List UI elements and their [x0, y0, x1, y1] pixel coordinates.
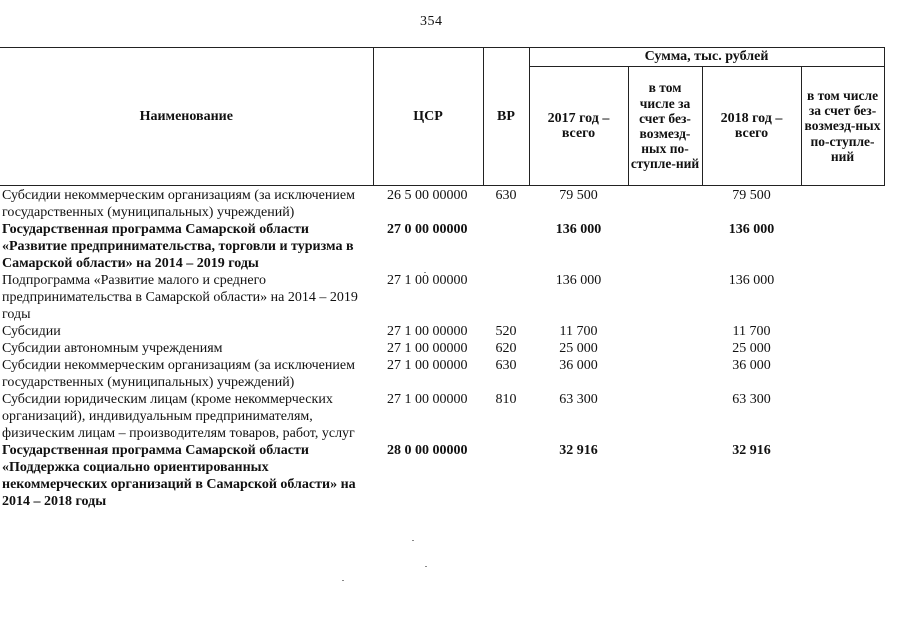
table-row [0, 186, 884, 222]
header-sum-group: Сумма, тыс. рублей [529, 48, 884, 67]
row-name: Государственная программа Самарской области «Развитие предпринимательства, торговли и туризма в Самарской области» на 2014 – 2019 годы [2, 222, 354, 271]
row-2018-total: 63 300 [732, 392, 771, 407]
header-2017-free: в том числе за счет без-возмезд-ных по-ступле-ний [628, 67, 702, 186]
header-2018-free: в том числе за счет без-возмезд-ных по-ступле-ний [801, 67, 884, 186]
row-2018-total: 32 916 [732, 443, 771, 458]
row-name: Государственная программа Самарской области «Поддержка социально ориентированных некоммерческих организаций в Самарской области» на 2014 – 2018 годы [2, 443, 356, 509]
row-vr: 630 [495, 188, 517, 203]
row-2017-free [628, 272, 702, 323]
row-2018-total: 136 000 [728, 273, 775, 288]
table-body [0, 186, 884, 511]
row-2018-free [801, 323, 884, 340]
row-name: Субсидии юридическим лицам (кроме некоммерческих организаций), индивидуальным предпринимателям, физическим лицам – производителям товаров, работ, услуг [2, 392, 355, 441]
row-name: Субсидии некоммерческим организациям (за исключением государственных (муниципальных) учреждений) [2, 188, 355, 220]
row-csr: 27 1 00 00000 [387, 324, 468, 339]
row-2017-free [628, 221, 702, 272]
scan-speck [342, 580, 344, 581]
row-vr: 620 [495, 341, 517, 356]
row-2018-free [801, 221, 884, 272]
row-name: Субсидии [2, 324, 61, 339]
table-row [0, 272, 884, 323]
row-vr [483, 221, 529, 272]
table-row [0, 221, 884, 272]
row-2017-total: 36 000 [559, 358, 598, 373]
table-row [0, 323, 884, 340]
row-2017-total: 63 300 [559, 392, 598, 407]
row-csr: 26 5 00 00000 [387, 188, 468, 203]
row-2018-total: 25 000 [732, 341, 771, 356]
row-2017-free [628, 357, 702, 391]
table-row [0, 340, 884, 357]
row-2017-free [628, 323, 702, 340]
row-vr: 630 [495, 358, 517, 373]
row-vr [483, 272, 529, 323]
row-2018-total: 79 500 [732, 188, 771, 203]
row-csr: 27 1 00 00000 [387, 273, 468, 288]
row-2018-free [801, 272, 884, 323]
row-vr: 810 [495, 392, 517, 407]
row-2017-free [628, 340, 702, 357]
row-name: Подпрограмма «Развитие малого и среднего предпринимательства в Самарской области» на 2014 – 2019 годы [2, 273, 358, 322]
row-2018-free [801, 340, 884, 357]
row-2017-total: 32 916 [559, 443, 598, 458]
row-csr: 27 1 00 00000 [387, 341, 468, 356]
row-2017-free [628, 186, 702, 222]
header-2018-total: 2018 год – всего [702, 67, 801, 186]
row-vr: 520 [495, 324, 517, 339]
row-name: Субсидии некоммерческим организациям (за исключением государственных (муниципальных) учреждений) [2, 358, 355, 390]
scan-speck [424, 272, 426, 273]
row-2017-total: 11 700 [559, 324, 598, 339]
row-csr: 27 0 00 00000 [387, 222, 468, 237]
row-2017-total: 25 000 [559, 341, 598, 356]
table-row [0, 391, 884, 442]
row-csr: 28 0 00 00000 [387, 443, 468, 458]
row-vr [483, 442, 529, 510]
page-number: 354 [420, 14, 443, 29]
row-csr: 27 1 00 00000 [387, 358, 468, 373]
row-name: Субсидии автономным учреждениям [2, 341, 223, 356]
budget-table [0, 47, 885, 510]
table-row [0, 442, 884, 510]
row-2018-free [801, 186, 884, 222]
row-2017-free [628, 442, 702, 510]
scan-speck [412, 540, 414, 541]
row-csr: 27 1 00 00000 [387, 392, 468, 407]
row-2018-free [801, 442, 884, 510]
table-header [0, 48, 884, 186]
table-row [0, 357, 884, 391]
row-2017-total: 136 000 [555, 222, 602, 237]
header-vr: ВР [483, 48, 529, 186]
header-name: Наименование [0, 48, 373, 186]
row-2018-total: 11 700 [732, 324, 771, 339]
scan-speck [425, 566, 427, 567]
row-2017-free [628, 391, 702, 442]
row-2018-free [801, 391, 884, 442]
header-csr: ЦСР [373, 48, 483, 186]
header-2017-total: 2017 год – всего [529, 67, 628, 186]
row-2018-free [801, 357, 884, 391]
row-2017-total: 136 000 [555, 273, 602, 288]
row-2018-total: 36 000 [732, 358, 771, 373]
row-2018-total: 136 000 [728, 222, 775, 237]
row-2017-total: 79 500 [559, 188, 598, 203]
